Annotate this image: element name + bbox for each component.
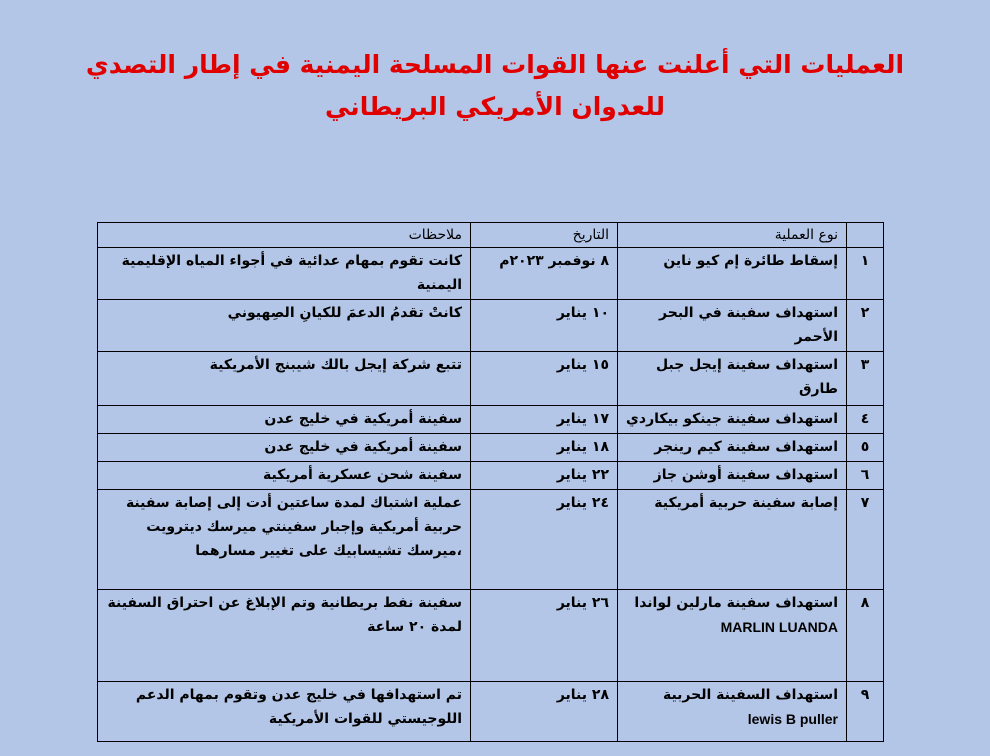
- row-date: ١٠ يناير: [471, 300, 618, 352]
- row-date: ١٥ يناير: [471, 352, 618, 406]
- row-number: ٧: [847, 490, 884, 590]
- page-title: [60, 44, 930, 128]
- title-line-1: العمليات التي أعلنت عنها القوات المسلحة اليمنية في إطار التصدي: [85, 50, 905, 79]
- table-row: [98, 248, 884, 300]
- operation-text: استهداف سفينة كيم رينجر: [654, 439, 838, 455]
- row-number: ٣: [847, 352, 884, 406]
- row-date: ٢٨ يناير: [471, 682, 618, 742]
- table-body: [98, 248, 884, 742]
- row-operation: [618, 300, 847, 352]
- table-header-row: [98, 223, 884, 248]
- row-operation: [618, 490, 847, 590]
- operation-text: استهداف سفينة مارلين لواندا: [634, 595, 838, 611]
- row-notes: عملية اشتباك لمدة ساعتين أدت إلى إصابة سفينة حربية أمريكية وإجبار سفينتي ميرسك ديترويت ،ميرسك تشيسابيك على تغيير مسارهما: [98, 490, 471, 590]
- row-date: ٢٦ يناير: [471, 590, 618, 682]
- table-row: [98, 434, 884, 462]
- row-notes: سفينة أمريكية في خليج عدن: [98, 434, 471, 462]
- table-row: [98, 300, 884, 352]
- operation-text: إصابة سفينة حربية أمريكية: [654, 495, 838, 511]
- row-operation: [618, 352, 847, 406]
- row-number: ٢: [847, 300, 884, 352]
- header-operation: نوع العملية: [618, 223, 847, 248]
- operation-text: إسقاط طائرة إم كيو ناين: [663, 253, 838, 269]
- row-operation: [618, 462, 847, 490]
- row-operation: [618, 682, 847, 742]
- operation-text: استهداف سفينة أوشن جاز: [653, 467, 838, 483]
- table-row: [98, 682, 884, 742]
- header-notes: ملاحظات: [98, 223, 471, 248]
- row-date: ٢٢ يناير: [471, 462, 618, 490]
- row-notes: كانتْ تقدمُ الدعمَ للكيانِ الصِهيوني: [98, 300, 471, 352]
- row-notes: سفينة أمريكية في خليج عدن: [98, 406, 471, 434]
- row-operation: [618, 248, 847, 300]
- row-number: ٩: [847, 682, 884, 742]
- table-row: [98, 462, 884, 490]
- row-number: ٤: [847, 406, 884, 434]
- row-operation: [618, 406, 847, 434]
- table-row: [98, 590, 884, 682]
- title-line-2: للعدوان الأمريكي البريطاني: [325, 92, 665, 121]
- table-row: [98, 352, 884, 406]
- row-number: ٦: [847, 462, 884, 490]
- table-row: [98, 406, 884, 434]
- row-notes: تتبع شركة إيجل بالك شيبنج الأمريكية: [98, 352, 471, 406]
- row-notes: كانت تقوم بمهام عدائية في أجواء المياه الإقليمية اليمنية: [98, 248, 471, 300]
- operation-text: استهداف سفينة جينكو بيكاردي: [626, 411, 838, 427]
- row-date: ١٨ يناير: [471, 434, 618, 462]
- row-date: ٢٤ يناير: [471, 490, 618, 590]
- operation-text: استهداف سفينة في البحر الأحمر: [659, 305, 838, 345]
- operation-latin-name: MARLIN LUANDA: [720, 619, 838, 635]
- operations-table: [97, 222, 884, 742]
- row-notes: سفينة شحن عسكرية أمريكية: [98, 462, 471, 490]
- row-operation: [618, 434, 847, 462]
- row-notes: سفينة نفط بريطانية وتم الإبلاغ عن احتراق السفينة لمدة ٢٠ ساعة: [98, 590, 471, 682]
- row-number: ٨: [847, 590, 884, 682]
- operation-latin-name: lewis B puller: [747, 711, 838, 727]
- table-row: [98, 490, 884, 590]
- row-number: ١: [847, 248, 884, 300]
- operation-text: استهداف سفينة إيجل جبل طارق: [656, 357, 838, 397]
- row-date: ٨ نوفمبر ٢٠٢٣م: [471, 248, 618, 300]
- row-date: ١٧ يناير: [471, 406, 618, 434]
- row-number: ٥: [847, 434, 884, 462]
- operation-text: استهداف السفينة الحربية: [662, 687, 838, 703]
- row-operation: [618, 590, 847, 682]
- row-notes: تم استهدافها في خليج عدن وتقوم بمهام الدعم اللوجيستي للقوات الأمريكية: [98, 682, 471, 742]
- header-date: التاريخ: [471, 223, 618, 248]
- header-number: [847, 223, 884, 248]
